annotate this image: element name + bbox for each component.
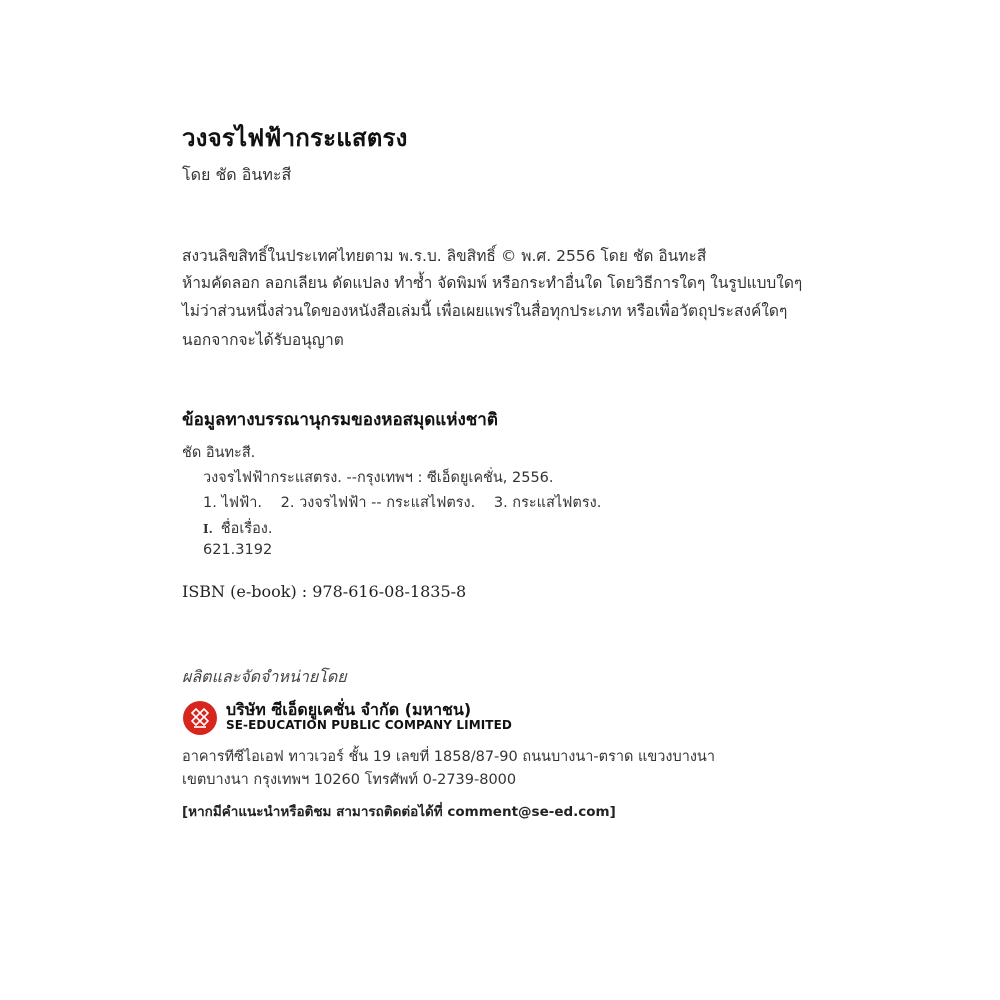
address-line: อาคารทีซีไอเอฟ ทาวเวอร์ ชั้น 19 เลขที่ 1858/87-90 ถนนบางนา-ตราด แขวงบางนา [182, 749, 715, 765]
cataloging-added-entry [203, 517, 273, 540]
contact-note: [หากมีคำแนะนำหรือติชม สามารถติดต่อได้ที่ comment@se-ed.com] [182, 804, 616, 820]
subject-3: 3. กระแสไฟตรง. [493, 495, 602, 511]
author-line: โดย ชัด อินทะสี [182, 165, 292, 184]
subject-1: 1. ไฟฟ้า. [203, 495, 263, 511]
address-line: เขตบางนา กรุงเทพฯ 10260 โทรศัพท์ 0-2739-8000 [182, 772, 517, 788]
copyright-line: นอกจากจะได้รับอนุญาต [182, 331, 344, 349]
cataloging-subjects [203, 491, 601, 514]
book-title: วงจรไฟฟ้ากระแสตรง [182, 124, 408, 152]
company-name-thai: บริษัท ซีเอ็ดยูเคชั่น จำกัด (มหาชน) [226, 700, 472, 719]
isbn: ISBN (e-book) : 978-616-08-1835-8 [182, 582, 467, 601]
company-name-english: SE-EDUCATION PUBLIC COMPANY LIMITED [226, 718, 512, 732]
distributed-by-label: ผลิตและจัดจำหน่ายโดย [182, 667, 347, 686]
cataloging-heading: ข้อมูลทางบรรณานุกรมของหอสมุดแห่งชาติ [182, 410, 498, 430]
cataloging-author: ชัด อินทะสี. [182, 445, 256, 461]
classification-number: 621.3192 [203, 542, 273, 558]
subject-2: 2. วงจรไฟฟ้า -- กระแสไฟตรง. [280, 495, 476, 511]
copyright-line: ห้ามคัดลอก ลอกเลียน ดัดแปลง ทำซ้ำ จัดพิมพ์ หรือกระทำอื่นใด โดยวิธีการใดๆ ในรูปแบบใดๆ [182, 274, 803, 292]
cataloging-title-entry: วงจรไฟฟ้ากระแสตรง. --กรุงเทพฯ : ซีเอ็ดยูเคชั่น, 2556. [203, 470, 554, 486]
roman-numeral-label: I. [203, 522, 213, 536]
title-added-entry: ชื่อเรื่อง. [220, 521, 273, 537]
copyright-line: สงวนลิขสิทธิ์ในประเทศไทยตาม พ.ร.บ. ลิขสิทธิ์ © พ.ศ. 2556 โดย ชัด อินทะสี [182, 247, 707, 265]
se-ed-logo-icon [183, 701, 217, 735]
copyright-line: ไม่ว่าส่วนหนึ่งส่วนใดของหนังสือเล่มนี้ เพื่อเผยแพร่ในสื่อทุกประเภท หรือเพื่อวัตถุประสงค์ใดๆ [182, 302, 788, 320]
